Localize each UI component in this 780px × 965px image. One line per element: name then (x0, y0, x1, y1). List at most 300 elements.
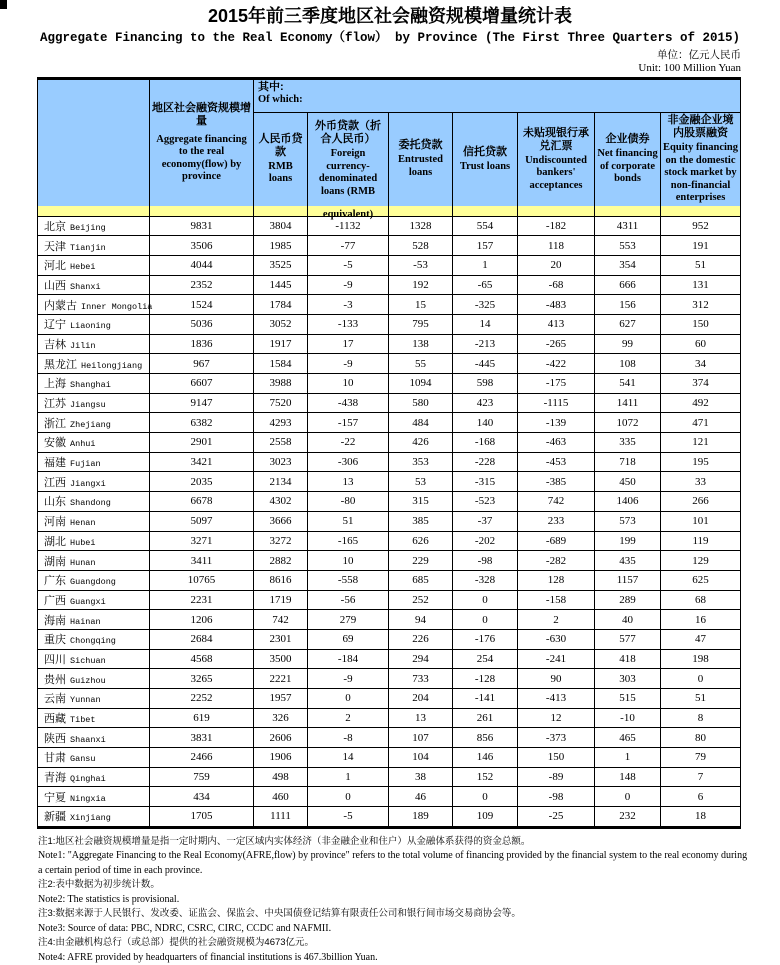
value-cell: 192 (389, 275, 453, 295)
province-name-zh: 浙江 (44, 417, 66, 430)
corner-cell (38, 79, 150, 206)
province-name-zh: 海南 (44, 614, 66, 627)
value-cell: 3500 (254, 649, 308, 669)
value-cell: 2035 (150, 472, 254, 492)
value-cell: -328 (453, 570, 518, 590)
value-cell: -453 (518, 452, 595, 472)
value-cell: 354 (595, 255, 661, 275)
province-cell (38, 433, 150, 453)
province-cell (38, 472, 150, 492)
value-cell: -445 (453, 354, 518, 374)
province-name-en: Sichuan (70, 655, 106, 666)
table-row (38, 610, 741, 630)
header-equity-financing-en: Equity financing on the domestic stock market by non-financial enterprises (663, 142, 738, 203)
table-row (38, 334, 741, 354)
value-cell: -265 (518, 334, 595, 354)
header-corporate-bonds (595, 113, 661, 206)
value-cell: 129 (661, 551, 741, 571)
value-cell: 79 (661, 748, 741, 768)
value-cell: 1719 (254, 590, 308, 610)
value-cell: -141 (453, 689, 518, 709)
province-name-zh: 江苏 (44, 398, 66, 411)
province-name-en: Shandong (70, 498, 111, 509)
province-cell (38, 354, 150, 374)
header-afre-zh: 地区社会融资规模增量 (152, 101, 251, 127)
value-cell: 742 (254, 610, 308, 630)
value-cell: 580 (389, 393, 453, 413)
province-cell (38, 511, 150, 531)
value-cell: 107 (389, 728, 453, 748)
province-name-zh: 吉林 (44, 338, 66, 351)
value-cell: 6678 (150, 492, 254, 512)
yellow-strip-cell (518, 206, 595, 217)
value-cell: 666 (595, 275, 661, 295)
value-cell: -463 (518, 433, 595, 453)
header-rmb-loans-zh: 人民币贷款 (258, 132, 303, 158)
value-cell: 13 (308, 472, 389, 492)
value-cell: 2882 (254, 551, 308, 571)
value-cell: 34 (661, 354, 741, 374)
value-cell: 3506 (150, 236, 254, 256)
value-cell: 1 (453, 255, 518, 275)
province-name-zh: 河北 (44, 260, 66, 273)
value-cell: 261 (453, 708, 518, 728)
clipped-header-text: equivalent) (322, 208, 374, 220)
value-cell: -1115 (518, 393, 595, 413)
province-name-zh: 北京 (44, 220, 66, 233)
province-name-zh: 湖南 (44, 555, 66, 568)
value-cell: 279 (308, 610, 389, 630)
value-cell: -98 (518, 787, 595, 807)
value-cell: -630 (518, 629, 595, 649)
screenshot-corner-artifact (0, 0, 7, 9)
header-equity-financing-zh: 非金融企业境内股票融资 (667, 114, 734, 139)
value-cell: 33 (661, 472, 741, 492)
province-cell (38, 334, 150, 354)
value-cell: 471 (661, 413, 741, 433)
value-cell: 1957 (254, 689, 308, 709)
value-cell: -373 (518, 728, 595, 748)
province-cell (38, 236, 150, 256)
value-cell: 3804 (254, 216, 308, 236)
header-afre-en: Aggregate financing to the real economy(flow) by province (156, 133, 247, 183)
province-name-en: Guizhou (70, 675, 106, 686)
province-name-zh: 河南 (44, 516, 66, 529)
value-cell: 967 (150, 354, 254, 374)
value-cell: 51 (661, 689, 741, 709)
value-cell: 2606 (254, 728, 308, 748)
province-name-en: Shanghai (70, 380, 111, 391)
value-cell: 198 (661, 649, 741, 669)
value-cell: 55 (389, 354, 453, 374)
value-cell: 6 (661, 787, 741, 807)
value-cell: 138 (389, 334, 453, 354)
value-cell: 1784 (254, 295, 308, 315)
value-cell: 598 (453, 374, 518, 394)
value-cell: 157 (453, 236, 518, 256)
value-cell: 7 (661, 767, 741, 787)
value-cell: -53 (389, 255, 453, 275)
value-cell: 289 (595, 590, 661, 610)
value-cell: 1094 (389, 374, 453, 394)
province-name-en: Henan (70, 518, 96, 529)
value-cell: 53 (389, 472, 453, 492)
value-cell: 3831 (150, 728, 254, 748)
province-cell (38, 374, 150, 394)
value-cell: 335 (595, 433, 661, 453)
value-cell: 140 (453, 413, 518, 433)
yellow-strip-cell (150, 206, 254, 217)
header-rmb-loans (254, 113, 308, 206)
value-cell: 1406 (595, 492, 661, 512)
value-cell: 625 (661, 570, 741, 590)
value-cell: -10 (595, 708, 661, 728)
value-cell: 0 (453, 787, 518, 807)
value-cell: 118 (518, 236, 595, 256)
table-row (38, 708, 741, 728)
value-cell: -8 (308, 728, 389, 748)
value-cell: 51 (661, 255, 741, 275)
province-name-en: Beijing (70, 222, 106, 233)
note-1-en: Note1: "Aggregate Financing to the Real Economy(AFRE,flow) by province" refers to the total volume of financing provided by the financial system to the real economy during a certain period of time in each province. (38, 850, 748, 876)
value-cell: 685 (389, 570, 453, 590)
note-4-zh: 注4:由金融机构总行（或总部）提供的社会融资规模为4673亿元。 (38, 937, 315, 949)
value-cell: -689 (518, 531, 595, 551)
value-cell: 199 (595, 531, 661, 551)
value-cell: 742 (518, 492, 595, 512)
value-cell: 12 (518, 708, 595, 728)
table-row (38, 295, 741, 315)
value-cell: -9 (308, 275, 389, 295)
province-name-en: Ningxia (70, 793, 106, 804)
value-cell: -65 (453, 275, 518, 295)
value-cell: 7520 (254, 393, 308, 413)
yellow-strip-cell (661, 206, 741, 217)
value-cell: 6382 (150, 413, 254, 433)
province-cell (38, 275, 150, 295)
table-row (38, 669, 741, 689)
value-cell: 128 (518, 570, 595, 590)
header-entrusted-loans (389, 113, 453, 206)
value-cell: 266 (661, 492, 741, 512)
province-name-zh: 广西 (44, 594, 66, 607)
value-cell: 435 (595, 551, 661, 571)
value-cell: 2466 (150, 748, 254, 768)
table-row (38, 728, 741, 748)
value-cell: 484 (389, 413, 453, 433)
province-name-en: Chongqing (70, 636, 116, 647)
value-cell: -306 (308, 452, 389, 472)
value-cell: 627 (595, 314, 661, 334)
value-cell: -422 (518, 354, 595, 374)
table-body (38, 216, 741, 827)
value-cell: 434 (150, 787, 254, 807)
value-cell: 1836 (150, 334, 254, 354)
province-cell (38, 708, 150, 728)
value-cell: 15 (389, 295, 453, 315)
province-name-zh: 安徽 (44, 437, 66, 450)
table-row (38, 689, 741, 709)
province-name-en: Gansu (70, 754, 96, 765)
value-cell: 2134 (254, 472, 308, 492)
value-cell: 3265 (150, 669, 254, 689)
province-cell (38, 255, 150, 275)
header-entrusted-loans-en: Entrusted loans (398, 154, 443, 178)
value-cell: 13 (389, 708, 453, 728)
note-4-en: Note4: AFRE provided by headquarters of financial institutions is 467.3billion Yuan. (38, 951, 378, 963)
value-cell: 2901 (150, 433, 254, 453)
page-title-zh: 2015年前三季度地区社会融资规模增量统计表 (207, 6, 573, 26)
value-cell: -413 (518, 689, 595, 709)
province-name-zh: 广东 (44, 575, 66, 588)
value-cell: -37 (453, 511, 518, 531)
value-cell: 553 (595, 236, 661, 256)
value-cell: 573 (595, 511, 661, 531)
value-cell: -98 (453, 551, 518, 571)
province-name-zh: 内蒙古 (44, 299, 77, 312)
province-cell (38, 314, 150, 334)
value-cell: 374 (661, 374, 741, 394)
value-cell: 3421 (150, 452, 254, 472)
value-cell: 1111 (254, 807, 308, 828)
province-name-en: Qinghai (70, 774, 106, 785)
note-3-zh: 注3:数据来源于人民银行、发改委、证监会、保监会、中央国债登记结算有限责任公司和银行间市场交易商协会等。 (38, 908, 521, 920)
yellow-strip-cell (453, 206, 518, 217)
value-cell: 204 (389, 689, 453, 709)
value-cell: 498 (254, 767, 308, 787)
value-cell: 40 (595, 610, 661, 630)
province-cell (38, 393, 150, 413)
value-cell: 5036 (150, 314, 254, 334)
note-2-zh: 注2:表中数据为初步统计数。 (38, 879, 160, 891)
province-name-en: Guangxi (70, 596, 106, 607)
province-name-zh: 新疆 (44, 811, 66, 824)
province-name-en: Guangdong (70, 577, 116, 588)
value-cell: 10765 (150, 570, 254, 590)
value-cell: -176 (453, 629, 518, 649)
value-cell: -282 (518, 551, 595, 571)
value-cell: 148 (595, 767, 661, 787)
province-name-zh: 山东 (44, 496, 66, 509)
header-trust-loans (453, 113, 518, 206)
header-corporate-bonds-zh: 企业债券 (605, 133, 650, 145)
value-cell: 423 (453, 393, 518, 413)
value-cell: 17 (308, 334, 389, 354)
table-row (38, 216, 741, 236)
table-row (38, 255, 741, 275)
value-cell: 2301 (254, 629, 308, 649)
value-cell: 4293 (254, 413, 308, 433)
province-name-zh: 宁夏 (44, 791, 66, 804)
header-foreign-loans-en: Foreign currency-denominated loans (RMB (318, 148, 378, 197)
province-name-en: Hebei (70, 262, 96, 273)
province-name-en: Shanxi (70, 281, 101, 292)
value-cell: -5 (308, 807, 389, 828)
note-2-en: Note2: The statistics is provisional. (38, 893, 180, 905)
value-cell: 465 (595, 728, 661, 748)
value-cell: 1985 (254, 236, 308, 256)
province-cell (38, 649, 150, 669)
value-cell: -157 (308, 413, 389, 433)
page-title-en: Aggregate Financing to the Real Economy（flow） by Province (The First Three Quarters of 2015) (39, 31, 741, 45)
value-cell: 626 (389, 531, 453, 551)
value-cell: 326 (254, 708, 308, 728)
value-cell: 8616 (254, 570, 308, 590)
value-cell: 20 (518, 255, 595, 275)
table-row (38, 570, 741, 590)
value-cell: 3023 (254, 452, 308, 472)
value-cell: 1584 (254, 354, 308, 374)
province-name-zh: 福建 (44, 457, 66, 470)
value-cell: 2558 (254, 433, 308, 453)
province-cell (38, 590, 150, 610)
value-cell: 312 (661, 295, 741, 315)
value-cell: -182 (518, 216, 595, 236)
value-cell: -483 (518, 295, 595, 315)
value-cell: -128 (453, 669, 518, 689)
value-cell: 577 (595, 629, 661, 649)
value-cell: 3666 (254, 511, 308, 531)
value-cell: 0 (595, 787, 661, 807)
value-cell: 1072 (595, 413, 661, 433)
value-cell: 1328 (389, 216, 453, 236)
province-cell (38, 531, 150, 551)
value-cell: 189 (389, 807, 453, 828)
value-cell: 450 (595, 472, 661, 492)
footnotes (38, 835, 750, 965)
value-cell: 0 (308, 689, 389, 709)
value-cell: 0 (453, 590, 518, 610)
yellow-highlight-strip (38, 206, 741, 217)
value-cell: -184 (308, 649, 389, 669)
value-cell: 6607 (150, 374, 254, 394)
province-name-zh: 黑龙江 (44, 358, 77, 371)
value-cell: 229 (389, 551, 453, 571)
province-name-en: Anhui (70, 439, 96, 450)
table-row (38, 472, 741, 492)
value-cell: 18 (661, 807, 741, 828)
value-cell: 101 (661, 511, 741, 531)
afre-table (37, 77, 741, 829)
value-cell: 2 (518, 610, 595, 630)
value-cell: -3 (308, 295, 389, 315)
note-3-en: Note3: Source of data: PBC, NDRC, CSRC, CIRC, CCDC and NAFMII. (38, 922, 332, 934)
province-name-en: Liaoning (70, 321, 111, 332)
value-cell: 2 (308, 708, 389, 728)
value-cell: -56 (308, 590, 389, 610)
value-cell: 619 (150, 708, 254, 728)
province-cell (38, 216, 150, 236)
table-row (38, 492, 741, 512)
value-cell: -68 (518, 275, 595, 295)
value-cell: 426 (389, 433, 453, 453)
header-undiscounted-acceptances-zh: 未贴现银行承兑汇票 (523, 126, 589, 152)
value-cell: 150 (661, 314, 741, 334)
table-row (38, 393, 741, 413)
value-cell: 68 (661, 590, 741, 610)
province-name-zh: 西藏 (44, 713, 66, 726)
table-row (38, 236, 741, 256)
value-cell: 1411 (595, 393, 661, 413)
value-cell: 1524 (150, 295, 254, 315)
value-cell: 80 (661, 728, 741, 748)
value-cell: 254 (453, 649, 518, 669)
header-foreign-loans (308, 113, 389, 206)
value-cell: 528 (389, 236, 453, 256)
value-cell: 952 (661, 216, 741, 236)
value-cell: 353 (389, 452, 453, 472)
value-cell: -158 (518, 590, 595, 610)
unit-label-en: Unit: 100 Million Yuan (638, 62, 741, 74)
table-row (38, 629, 741, 649)
value-cell: -80 (308, 492, 389, 512)
value-cell: 515 (595, 689, 661, 709)
province-cell (38, 610, 150, 630)
province-name-en: Heilongjiang (81, 360, 143, 371)
value-cell: 418 (595, 649, 661, 669)
table-row (38, 748, 741, 768)
value-cell: 10 (308, 551, 389, 571)
table-row (38, 590, 741, 610)
value-cell: 413 (518, 314, 595, 334)
value-cell: 294 (389, 649, 453, 669)
value-cell: 2231 (150, 590, 254, 610)
value-cell: 3272 (254, 531, 308, 551)
value-cell: 315 (389, 492, 453, 512)
value-cell: 14 (453, 314, 518, 334)
value-cell: 718 (595, 452, 661, 472)
value-cell: -1132 (308, 216, 389, 236)
value-cell: 1917 (254, 334, 308, 354)
value-cell: 795 (389, 314, 453, 334)
province-cell (38, 748, 150, 768)
province-cell (38, 669, 150, 689)
yellow-strip-cell (389, 206, 453, 217)
value-cell: -438 (308, 393, 389, 413)
value-cell: -25 (518, 807, 595, 828)
value-cell: -139 (518, 413, 595, 433)
value-cell: 46 (389, 787, 453, 807)
table-row (38, 767, 741, 787)
province-cell (38, 728, 150, 748)
note-1-zh: 注1:地区社会融资规模增量是指一定时期内、一定区域内实体经济（非金融企业和住户）从金融体系获得的资金总额。 (38, 835, 531, 847)
header-entrusted-loans-zh: 委托贷款 (398, 139, 443, 152)
province-cell (38, 787, 150, 807)
yellow-strip-cell (38, 206, 150, 217)
province-cell (38, 452, 150, 472)
value-cell: 1906 (254, 748, 308, 768)
header-row-top (38, 79, 741, 113)
province-name-zh: 重庆 (44, 634, 66, 647)
value-cell: 94 (389, 610, 453, 630)
province-cell (38, 767, 150, 787)
table-row (38, 649, 741, 669)
value-cell: 150 (518, 748, 595, 768)
value-cell: -168 (453, 433, 518, 453)
value-cell: 10 (308, 374, 389, 394)
table-row (38, 452, 741, 472)
value-cell: -228 (453, 452, 518, 472)
value-cell: 2352 (150, 275, 254, 295)
value-cell: 104 (389, 748, 453, 768)
province-name-zh: 甘肃 (44, 752, 66, 765)
province-name-en: Inner Mongolia (81, 301, 153, 312)
value-cell: -22 (308, 433, 389, 453)
header-undiscounted-acceptances-en: Undiscounted bankers' acceptances (525, 154, 587, 191)
yellow-strip-cell (308, 206, 389, 220)
table-row (38, 413, 741, 433)
province-cell (38, 551, 150, 571)
